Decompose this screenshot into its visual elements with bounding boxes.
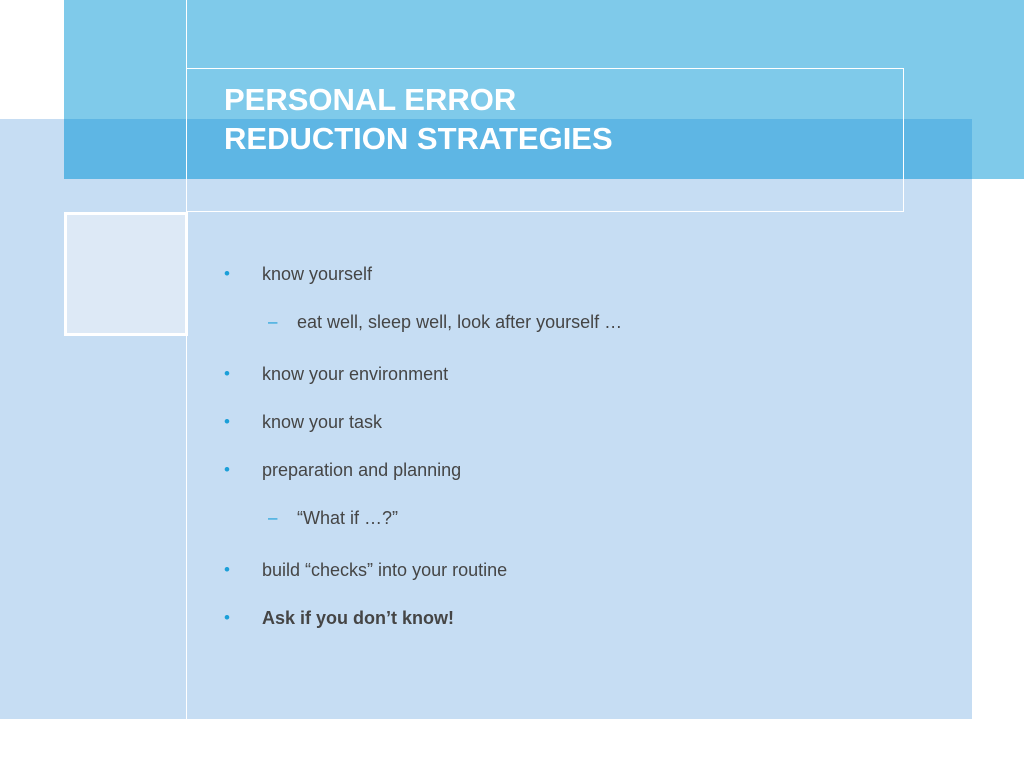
- sub-list-item-text: eat well, sleep well, look after yourself …: [297, 312, 623, 332]
- list-item-text: Ask if you don’t know!: [262, 608, 454, 628]
- bullet-marker: •: [224, 264, 230, 283]
- list-item-text: preparation and planning: [262, 460, 462, 480]
- slide-title: [224, 80, 613, 158]
- list-item-text: know your environment: [262, 364, 449, 384]
- sub-list-item-text: “What if …?”: [297, 508, 399, 528]
- dash-marker: –: [268, 312, 278, 331]
- list-item-text: know your task: [262, 412, 383, 432]
- dash-marker: –: [268, 508, 278, 527]
- list-item-text: know yourself: [262, 264, 373, 284]
- bullet-marker: •: [224, 608, 230, 627]
- bullet-marker: •: [224, 412, 230, 431]
- slide-title-line-1: PERSONAL ERROR: [224, 82, 517, 117]
- bullet-marker: •: [224, 364, 230, 383]
- bullet-marker: •: [224, 560, 230, 579]
- slide-title-line-2: REDUCTION STRATEGIES: [224, 121, 613, 156]
- bullet-marker: •: [224, 460, 230, 479]
- list-item-text: build “checks” into your routine: [262, 560, 508, 580]
- decorative-square: [64, 212, 188, 336]
